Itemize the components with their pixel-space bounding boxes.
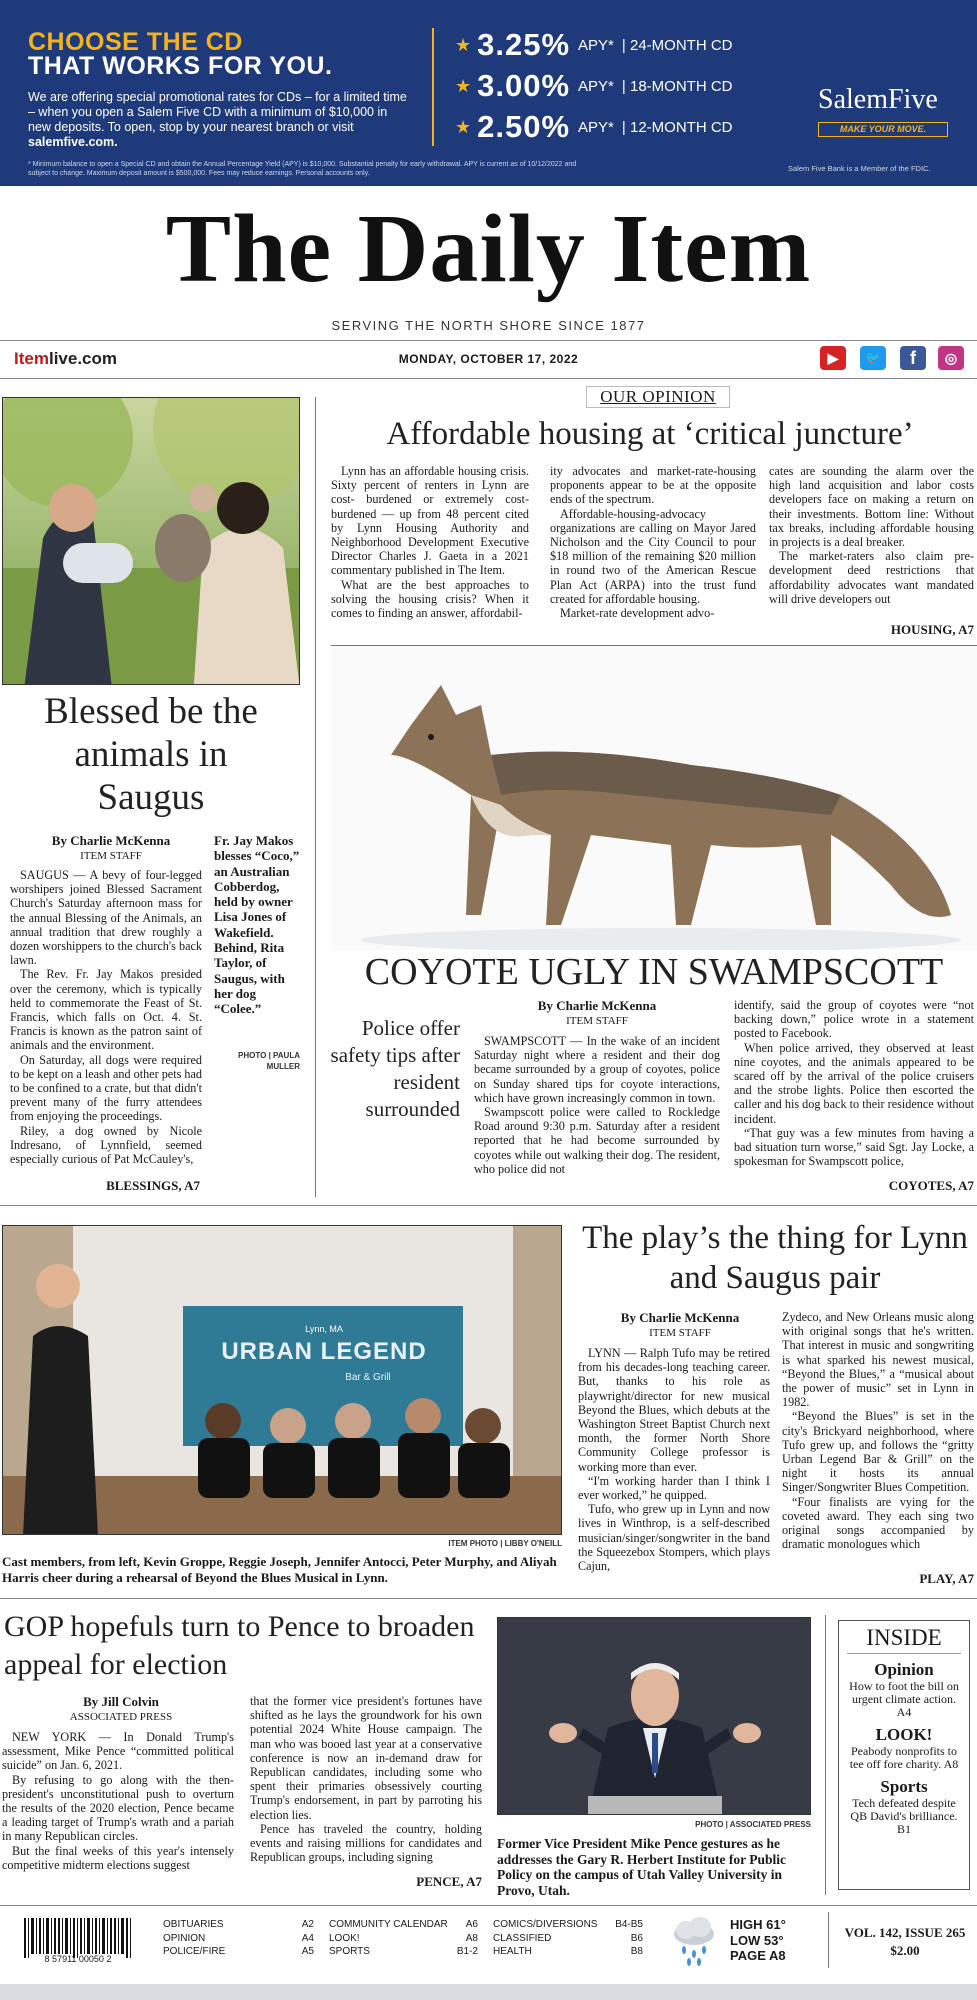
index-row[interactable]: SPORTS B1-2	[329, 1946, 478, 1957]
issue-info	[836, 1924, 974, 1960]
rate-term: | 24-MONTH CD	[621, 36, 733, 54]
price: $2.00	[890, 1943, 920, 1958]
gop-headline[interactable]: GOP hopefuls turn to Pence to broaden appeal for election	[4, 1610, 475, 1681]
play-jump[interactable]: PLAY, A7	[919, 1571, 974, 1586]
issue-date: MONDAY, OCTOBER 17, 2022	[398, 352, 579, 366]
star-icon: ★	[455, 75, 472, 96]
paragraph: On Saturday, all dogs were required to be kept on a leash and other pets had to be confined to a crate, but that didn't prevent many of the furry attendees from enjoying the proceedings.	[10, 1052, 202, 1124]
blessing-body	[10, 868, 202, 1166]
paragraph: SAUGUS — A bevy of four-legged worshipers joined Blessed Sacrament Church's Saturday afternoon mass for the annual Blessing of the Animals, an annual tradition that drew roughly a dozen worshippers to the church's back lawn.	[10, 868, 202, 968]
pence-photo-caption: Former Vice President Mike Pence gestures as he addresses the Gary R. Herbert Institute for Public Policy on the campus of Utah Valley University in Provo, Utah.	[497, 1836, 786, 1898]
banner-small-text: Lynn, MA	[305, 1324, 343, 1334]
paragraph: SWAMPSCOTT — In the wake of an incident Saturday night where a resident and their dog became surrounded by a group of coyotes, police on Sunday shared tips for coyote interactions, which have grown increasingly common in town.	[474, 1034, 720, 1105]
coyote-deck: Police offer safety tips after resident surrounded	[330, 1016, 460, 1121]
ad-divider	[432, 28, 434, 146]
column-divider	[315, 397, 316, 1197]
opinion-col-1	[331, 464, 529, 620]
column-divider	[828, 1912, 829, 1968]
paragraph: LYNN — Ralph Tufo may be retired from his decades-long teaching career. But, thanks to his role as playwright/director for new musical Beyond the Blues, which debuts at the Washington Street Baptist Church next month, the former North Shore Community College professor is working more than ever.	[578, 1346, 770, 1474]
coyote-col-2	[734, 998, 974, 1168]
coyote-byline: By Charlie McKenna	[537, 998, 657, 1013]
index-row[interactable]: POLICE/FIRE A5	[163, 1946, 314, 1957]
rate-value: 3.25%	[477, 27, 571, 62]
gop-staff: ASSOCIATED PRESS	[69, 1711, 173, 1723]
divider	[0, 1598, 977, 1599]
blessing-jump[interactable]: BLESSINGS, A7	[106, 1178, 200, 1193]
rain-cloud-icon	[666, 1912, 722, 1968]
inside-desc: How to foot the bill on urgent climate action. A4	[849, 1679, 959, 1719]
paragraph: “I'm working harder than I think I ever worked,” he quipped.	[578, 1473, 770, 1503]
rate-term: | 12-MONTH CD	[621, 118, 733, 136]
ad-body: We are offering special promotional rates for CDs – for a limited time – when you open a Salem Five CD with a minimum of $10,000 in new deposits. To open, stop by your nearest branch or visit salemfive.com.	[28, 90, 407, 149]
blessing-photo-caption: Fr. Jay Makos blesses “Coco,” an Australian Cobberdog, held by owner Lisa Jones of Wakefield. Behind, Rita Taylor, of Saugus, with her dog “Colee.”	[214, 833, 300, 1017]
ad-banner[interactable]	[0, 0, 977, 186]
ad-headline-1: CHOOSE THE CD	[28, 28, 243, 56]
play-byline-block	[590, 1310, 770, 1339]
divider	[0, 340, 977, 341]
pence-photo	[497, 1617, 811, 1815]
index-row[interactable]: COMMUNITY CALENDAR A6	[329, 1919, 478, 1930]
paragraph: The market-raters also claim pre-development deed restrictions that affordability advocates want mandated will drive developers out	[769, 549, 974, 606]
opinion-kicker: OUR OPINION	[586, 386, 730, 408]
index-row[interactable]: OBITUARIES A2	[163, 1919, 314, 1930]
ad-headline-2: THAT WORKS FOR YOU.	[28, 52, 333, 80]
play-photo	[2, 1225, 562, 1535]
divider	[331, 645, 977, 646]
ad-tagline: MAKE YOUR MOVE.	[818, 122, 948, 137]
coyote-col-1	[474, 1034, 720, 1176]
paragraph: Zydeco, and New Orleans music along with original songs that he's written. That interest in music and songwriting is what sparked his newest musical, “Beyond the Blues,” a “musical about the power of music” set in Lynn in 1982.	[782, 1310, 974, 1410]
site-link[interactable]: Itemlive.com	[14, 349, 118, 368]
coyote-staff: ITEM STAFF	[566, 1015, 628, 1027]
gop-byline-block	[12, 1694, 230, 1723]
bottom-strip	[0, 1984, 977, 2000]
star-icon: ★	[455, 34, 472, 55]
paragraph: When police arrived, they observed at least nine coyotes, and the animals appeared to be scared off by the arrival of the police cruisers and the strobe lights. Police then escorted the caller and his dog back to their residence without incident.	[734, 1040, 974, 1126]
blessing-byline: By Charlie McKenna	[51, 833, 171, 848]
blessing-photo	[2, 397, 300, 685]
play-headline[interactable]: The play’s the thing for Lynn and Saugus pair	[582, 1220, 968, 1296]
rate-apy: APY*	[578, 118, 614, 136]
index-row[interactable]: HEALTH B8	[493, 1946, 643, 1957]
index-row[interactable]: CLASSIFIED B6	[493, 1932, 643, 1944]
paragraph: Riley, a dog owned by Nicole Indresano, of Lynnfield, seemed especially curious of Pat McCauley's,	[10, 1123, 202, 1167]
divider	[0, 1905, 977, 1906]
index-col-3	[493, 1918, 643, 1959]
index-col-2	[329, 1918, 478, 1959]
index-row[interactable]: COMICS/DIVERSIONS B4-B5	[493, 1919, 643, 1930]
twitter-icon[interactable]: 🐦	[860, 346, 886, 370]
ad-rate-row	[455, 107, 733, 147]
weather-high: HIGH 61°	[730, 1917, 786, 1932]
paragraph: What are the best approaches to solving the housing crisis? When it comes to finding an answer, affordabil-	[331, 577, 529, 621]
coyote-photo	[331, 645, 977, 950]
ad-rate-row	[455, 66, 733, 106]
play-photo-caption: Cast members, from left, Kevin Groppe, Reggie Joseph, Jennifer Antocci, Peter Murphy, and Aliyah Harris cheer during a rehearsal of Beyond the Blues Musical in Lynn.	[2, 1554, 557, 1585]
divider	[0, 378, 977, 379]
play-photo-credit: ITEM PHOTO | LIBBY O'NEILL	[448, 1539, 562, 1548]
paragraph: Market-rate development advo-	[560, 606, 715, 621]
paragraph: “Beyond the Blues” is set in the city's Brickyard neighborhood, where Tufo grew up, and follows the “gritty Urban Legend Bar & Grill” on the night it hosts its annual Singer/Songwriter Blues Competition.	[782, 1409, 974, 1495]
banner-text: URBAN LEGEND	[221, 1338, 427, 1365]
ad-link[interactable]: salemfive.com.	[28, 135, 118, 149]
rate-value: 3.00%	[477, 68, 571, 103]
coyote-jump[interactable]: COYOTES, A7	[888, 1178, 974, 1193]
paragraph: NEW YORK — In Donald Trump's assessment, Mike Pence “committed political suicide” on Jan. 6, 2021.	[2, 1730, 234, 1773]
blessing-headline[interactable]: Blessed be the animals in Saugus	[44, 691, 258, 818]
divider	[0, 1205, 977, 1206]
inside-section-sports[interactable]: Sports	[880, 1777, 928, 1796]
paragraph: identify, said the group of coyotes were “not backing down,” police wrote in a statement posted to Facebook.	[734, 998, 974, 1041]
volume-issue: VOL. 142, ISSUE 265	[844, 1925, 966, 1940]
ad-fdic: Salem Five Bank is a Member of the FDIC.	[788, 164, 931, 173]
rate-apy: APY*	[578, 77, 614, 95]
inside-box	[838, 1620, 970, 1890]
paragraph: “That guy was a few minutes from having a bad situation turn worse,” said Sgt. Jay Locke, a spokesman for Swampscott police,	[734, 1125, 974, 1169]
paragraph: Lynn has an affordable housing crisis. Sixty percent of renters in Lynn are cost- burdened or extremely cost-burdened — up from 48 percent cited by Lynn Housing Authority and Neighborhood Development Executive Director Charles J. Gaeta in a 2021 commentary published in The Item.	[331, 464, 529, 578]
paragraph: Affordable-housing-advocacy organizations are calling on Mayor Jared Nicholson and the City Council to pour $18 million of the remaining $20 million in round two of the American Rescue Plan Act (ARPA) into the trust fund created for affordable housing.	[550, 506, 756, 606]
rate-term: | 18-MONTH CD	[621, 77, 733, 95]
coyote-byline-block	[474, 998, 720, 1027]
masthead-tagline: SERVING THE NORTH SHORE SINCE 1877	[331, 318, 646, 333]
inside-title: INSIDE	[847, 1625, 961, 1654]
facebook-icon[interactable]: f	[900, 346, 926, 370]
column-divider	[825, 1615, 826, 1895]
gop-byline: By Jill Colvin	[83, 1694, 159, 1709]
youtube-icon[interactable]: ▶	[820, 346, 846, 370]
weather-low: LOW 53°	[730, 1932, 784, 1948]
paragraph: Tufo, who grew up in Lynn and now lives in Winthrop, is a self-described musician/singer/songwriter in the band the Squeezebox Stompers, which plays Cajun,	[578, 1502, 770, 1574]
blessing-byline-block	[18, 833, 204, 862]
paragraph: Swampscott police were called to Rockledge Road around 9:30 p.m. Saturday after a resident reported that he had become surrounded by coyotes while out walking their dog. The resident, who police did not	[474, 1105, 720, 1176]
play-byline: By Charlie McKenna	[620, 1310, 740, 1325]
opinion-headline[interactable]: Affordable housing at ‘critical juncture’	[386, 416, 914, 452]
gop-col-2	[250, 1694, 482, 1864]
star-icon: ★	[455, 116, 472, 137]
weather-page[interactable]: PAGE A8	[730, 1948, 786, 1963]
pence-photo-credit: PHOTO | ASSOCIATED PRESS	[695, 1820, 811, 1829]
play-col-2	[782, 1310, 974, 1551]
paragraph: ity advocates and market-rate-housing proponents appear to be at the opposite ends of the spectrum.	[550, 464, 756, 507]
index-row[interactable]: LOOK! A8	[329, 1932, 478, 1944]
gop-col-1	[2, 1730, 234, 1872]
gop-jump[interactable]: PENCE, A7	[416, 1874, 482, 1889]
paragraph: Pence has traveled the country, holding events and raising millions for candidates and Republican groups, including signing	[250, 1821, 482, 1865]
opinion-jump[interactable]: HOUSING, A7	[890, 622, 974, 637]
rate-value: 2.50%	[477, 109, 571, 144]
index-col-1	[163, 1918, 314, 1959]
play-col-1	[578, 1346, 770, 1573]
blessing-photo-credit: PHOTO | PAULA MULLER	[238, 1051, 300, 1071]
opinion-col-3	[769, 464, 974, 606]
paragraph: The Rev. Fr. Jay Makos presided over the ceremony, which is typically held to commemorate the Feast of St. Francis, which falls on Oct. 4. St. Francis is known as the patron saint of animals and the environment.	[10, 967, 202, 1053]
instagram-icon[interactable]: ◎	[938, 346, 964, 370]
barcode-number: 8 57911 00050 2	[44, 1954, 112, 1964]
rate-apy: APY*	[578, 36, 614, 54]
paragraph: “Four finalists are vying for the coveted award. They each sing two original songs accompanied by dramatic monologues which	[782, 1494, 974, 1552]
coyote-headline[interactable]: COYOTE UGLY IN SWAMPSCOTT	[364, 951, 944, 993]
paragraph: that the former vice president's fortunes have shifted as he lays the groundwork for his own potential 2024 White House campaign. The man who was booed last year at a conservative conference is now an in-demand draw for Republican candidates, including some who spent their primaries obsessively courting Trump's endorsement, in part by parroting his election lies.	[250, 1694, 482, 1822]
paragraph: But the final weeks of this year's intensely competitive midterm elections suggest	[2, 1843, 234, 1872]
opinion-col-2	[550, 464, 756, 620]
ad-fineprint: * Minimum balance to open a Special CD and obtain the Annual Percentage Yield (APY) is $10,000. Substantial penalty for early withdrawal. APY is current as of 10/12/2022 and subject to change. Maximum deposit amount is $500,000. Fees may reduce earnings. Personal accounts only.	[28, 161, 577, 177]
banner-sub-text: Bar & Grill	[345, 1372, 391, 1383]
salem-five-logo: SalemFive	[818, 84, 938, 115]
inside-desc: Peabody nonprofits to tee off fore charity. A8	[849, 1744, 959, 1771]
inside-section-opinion[interactable]: Opinion	[874, 1660, 934, 1679]
weather-block	[730, 1917, 810, 1964]
index-row[interactable]: OPINION A4	[163, 1932, 314, 1944]
masthead-title: The Daily Item	[165, 195, 812, 303]
inside-section-look[interactable]: LOOK!	[875, 1725, 933, 1744]
paragraph: By refusing to go along with the then-president's unconstitutional push to overturn the results of the 2020 election, Pence became a leading target of Trump's wrath and a pariah in many Republican circles.	[2, 1772, 234, 1844]
blessing-staff: ITEM STAFF	[80, 850, 142, 862]
inside-desc: Tech defeated despite QB David's brilliance. B1	[850, 1796, 958, 1836]
play-staff: ITEM STAFF	[649, 1327, 711, 1339]
paragraph: cates are sounding the alarm over the high land acquisition and labor costs developers face on making a return on their investments. Bottom line: Without tax breaks, including affordable housing in projects is a deal breaker.	[769, 464, 974, 550]
ad-rate-row	[455, 25, 733, 65]
